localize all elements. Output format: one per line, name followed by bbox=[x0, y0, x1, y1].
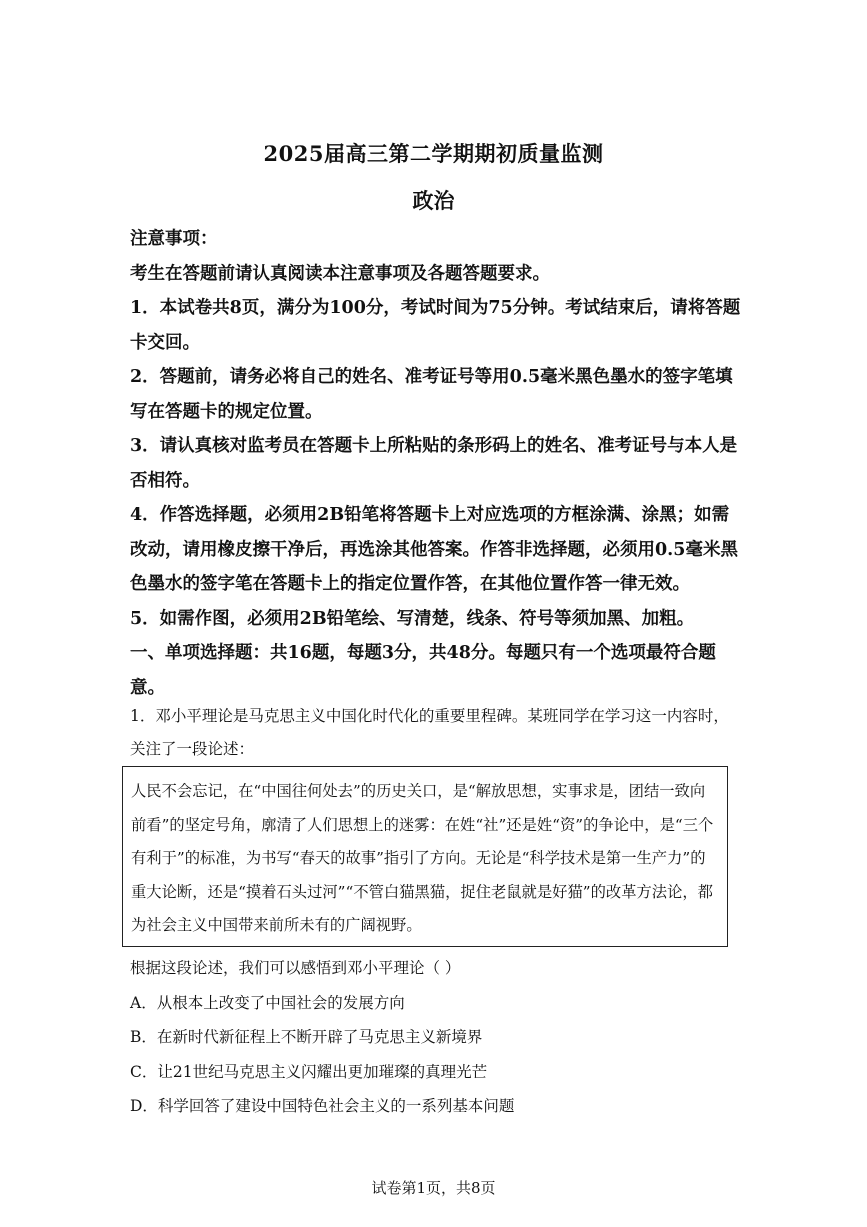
instruction-item: 5．如需作图，必须用2B铅笔绘、写清楚，线条、符号等须加黑、加粗。 bbox=[130, 608, 695, 629]
page-footer: 试卷第1页，共8页 bbox=[371, 1179, 496, 1197]
question-1-stem: 1．邓小平理论是马克思主义中国化时代化的重要里程碑。某班同学在学习这一内容时，关注了一段论述： bbox=[130, 707, 729, 758]
option-b: B．在新时代新征程上不断开辟了马克思主义新境界 bbox=[130, 1028, 483, 1046]
question-1-prompt: 根据这段论述，我们可以感悟到邓小平理论（ ） bbox=[130, 959, 461, 977]
question-1-quote-box: 人民不会忘记，在“中国往何处去”的历史关口，是“解放思想，实事求是，团结一致向前看”的坚定号角，廓清了人们思想上的迷雾：在姓“社”还是姓“资”的争论中，是“三个有利于”的标准，为书写“春天的故事”指引了方向。无论是“科学技术是第一生产力”的重大论断，还是“摸着石头过河”“不管白猫黑猫，捉住老鼠就是好猫”的改革方法论，都为社会主义中国带来前所未有的广阔视野。 bbox=[122, 766, 728, 947]
option-c: C．让21世纪马克思主义闪耀出更加璀璨的真理光芒 bbox=[130, 1062, 488, 1081]
instructions-heading: 注意事项： bbox=[130, 229, 218, 249]
option-d: D．科学回答了建设中国特色社会主义的一系列基本问题 bbox=[130, 1097, 515, 1115]
instruction-item: 1．本试卷共8页，满分为100分，考试时间为75分钟。考试结束后，请将答题卡交回。 bbox=[130, 298, 741, 353]
instructions-section bbox=[130, 222, 742, 705]
exam-title: 2025届高三第二学期期初质量监测 bbox=[263, 141, 604, 166]
instruction-item: 4．作答选择题，必须用2B铅笔将答题卡上对应选项的方框涂满、涂黑；如需改动，请用橡皮擦干净后，再选涂其他答案。作答非选择题，必须用0.5毫米黑色墨水的签字笔在答题卡上的指定位置作答，在其他位置作答一律无效。 bbox=[130, 505, 738, 594]
question-1-options-block bbox=[130, 951, 742, 1124]
instruction-item: 2．答题前，请务必将自己的姓名、准考证号等用0.5毫米黑色墨水的签字笔填写在答题卡的规定位置。 bbox=[130, 367, 733, 422]
instructions-intro: 考生在答题前请认真阅读本注意事项及各题答题要求。 bbox=[130, 263, 550, 284]
subject-title: 政治 bbox=[412, 188, 455, 213]
section-heading: 一、单项选择题：共16题，每题3分，共48分。每题只有一个选项最符合题意。 bbox=[130, 643, 716, 698]
option-a: A．从根本上改变了中国社会的发展方向 bbox=[130, 993, 405, 1012]
question-1-stem-block bbox=[130, 700, 742, 766]
instruction-item: 3．请认真核对监考员在答题卡上所粘贴的条形码上的姓名、准考证号与本人是否相符。 bbox=[130, 436, 738, 491]
